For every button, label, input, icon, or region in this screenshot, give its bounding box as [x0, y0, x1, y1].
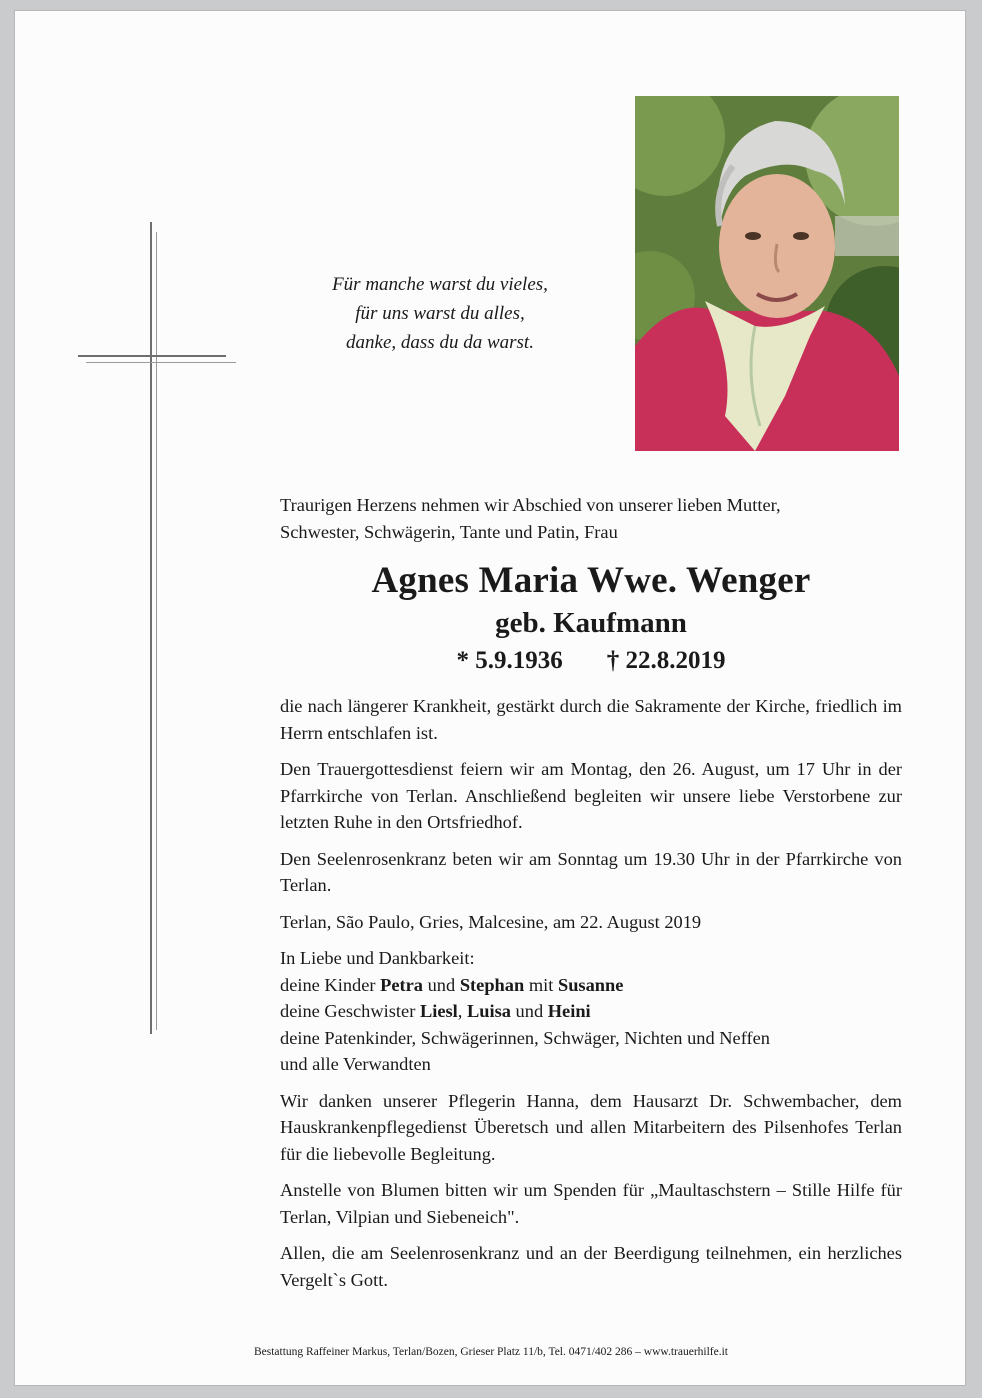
paragraph-donation: Anstelle von Blumen bitten wir um Spenden für „Maultaschstern – Stille Hilfe für Terlan, Vilpian und Siebeneich". [280, 1180, 902, 1227]
mourners-list [280, 945, 902, 1078]
intro-line: Schwester, Schwägerin, Tante und Patin, Frau [280, 521, 618, 542]
relatives-line: und alle Verwandten [280, 1054, 431, 1074]
intro [280, 492, 902, 545]
children-line: deine Kinder Petra und Stephan mit Susanne [280, 974, 624, 995]
obituary-body [280, 492, 902, 1303]
sibling-name: Liesl [419, 1001, 458, 1021]
life-dates [280, 643, 902, 679]
paragraph-funeral: Den Trauergottesdienst feiern wir am Montag, den 26. August, um 17 Uhr in der Pfarrkirche von Terlan. Anschließend begleiten wir unsere liebe Verstorbene zur letzten Ruhe in den Ortsfriedhof. [280, 759, 902, 832]
child-name: Petra [380, 974, 423, 995]
intro-line: Traurigen Herzens nehmen wir Abschied von unserer lieben Mutter, [280, 495, 781, 515]
death-date: † 22.8.2019 [606, 647, 726, 674]
verse-line: für uns warst du alles, [355, 303, 525, 324]
sibling-name: Heini [547, 1001, 591, 1021]
maiden-name: geb. Kaufmann [495, 607, 687, 639]
place-date: Terlan, São Paulo, Gries, Malcesine, am 22. August 2019 [280, 911, 702, 932]
paragraph-closing: Allen, die am Seelenrosenkranz und an der Beerdigung teilnehmen, ein herzliches Vergelt`s Gott. [280, 1243, 902, 1290]
birth-date: * 5.9.1936 [456, 647, 563, 674]
relatives-line: deine Patenkinder, Schwägerinnen, Schwäger, Nichten und Neffen [280, 1027, 770, 1048]
deceased-name: Agnes Maria Wwe. Wenger [371, 560, 811, 601]
verse-line: Für manche warst du vieles, [332, 274, 548, 295]
memorial-verse [290, 270, 590, 357]
paragraph-thanks: Wir danken unserer Pflegerin Hanna, dem Hausarzt Dr. Schwembacher, dem Hauskrankenpflegedienst Überetsch und allen Mitarbeitern des Pilsenhofes Terlan für die liebevolle Begleitung. [280, 1090, 902, 1164]
portrait-photo [635, 96, 899, 451]
funeral-home-footer: Bestattung Raffeiner Markus, Terlan/Bozen, Grieser Platz 11/b, Tel. 0471/402 286 – www.trauerhilfe.it [253, 1346, 729, 1358]
verse-line: danke, dass du da warst. [346, 332, 534, 353]
child-name: Stephan [459, 974, 525, 995]
sibling-name: Luisa [466, 1001, 511, 1021]
child-partner-name: Susanne [557, 974, 624, 995]
paragraph-rosary: Den Seelenrosenkranz beten wir am Sonntag um 19.30 Uhr in der Pfarrkirche von Terlan. [280, 848, 902, 895]
mourners-heading: In Liebe und Dankbarkeit: [280, 948, 475, 968]
paragraph-passing: die nach längerer Krankheit, gestärkt durch die Sakramente der Kirche, friedlich im Herrn entschlafen ist. [280, 696, 902, 743]
siblings-line: deine Geschwister Liesl, Luisa und Heini [280, 1001, 591, 1021]
